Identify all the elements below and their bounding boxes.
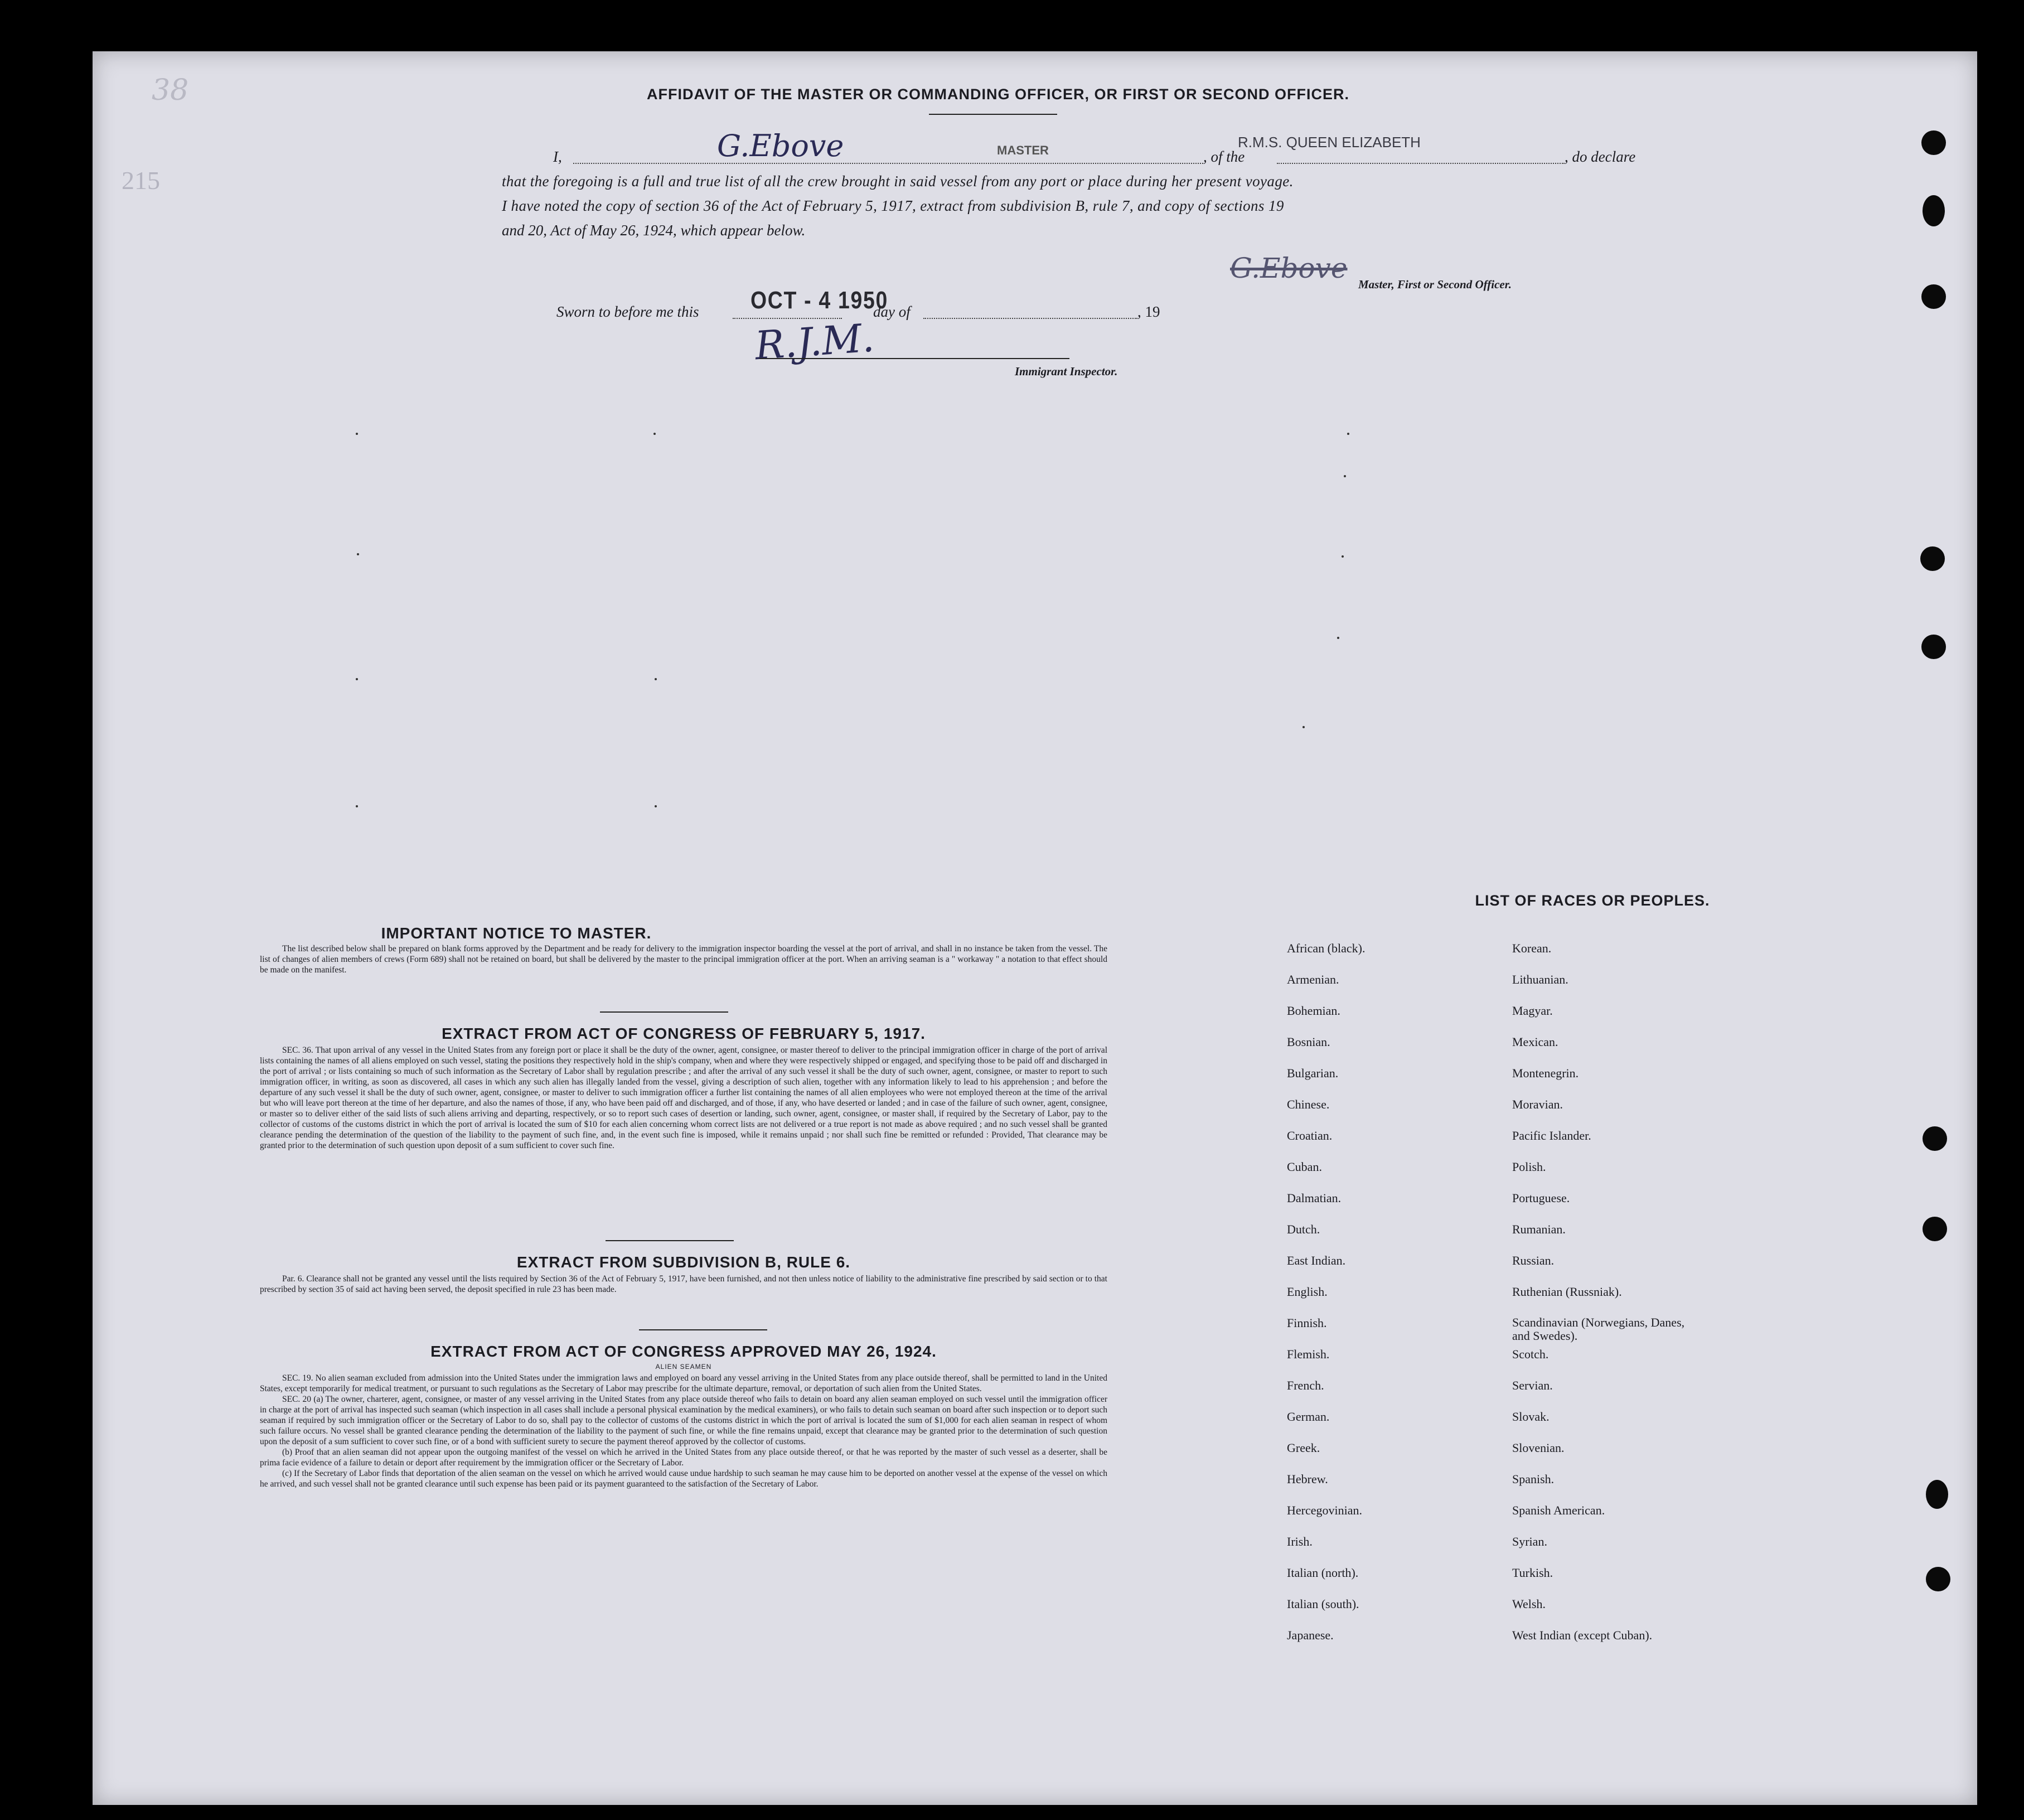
race-item: Welsh. [1512,1597,1546,1611]
race-item: Croatian. [1287,1129,1333,1143]
races-right-column [1512,941,1824,1722]
master-signature: G.Ebove [1230,252,1348,284]
section-20b-text: (b) Proof that an alien seaman did not appear upon the outgoing manifest of the vessel on which he arrived in the United States from any place outside thereof, or that he was reported by the master of such vessel as a deserter, shall be prima facie evidence of a failure to detain or deport after requirement by the immigration officer or the Secretary of Labor. [260,1448,1107,1468]
race-item: African (black). [1287,941,1366,955]
punch-hole [1926,1480,1948,1509]
vessel-name: R.M.S. QUEEN ELIZABETH [1238,134,1421,151]
race-item: Syrian. [1512,1535,1547,1548]
race-item: Irish. [1287,1535,1313,1548]
extract-1924-body [260,1373,1107,1489]
speck [1342,555,1344,558]
extract-1917-body [260,1045,1107,1151]
master-typed: MASTER [997,143,1049,157]
inspector-caption: Immigrant Inspector. [1015,365,1118,378]
race-item: Hebrew. [1287,1472,1328,1486]
punch-hole [1920,546,1945,571]
margin-mark-top: 38 [152,74,189,107]
section-20c-text: (c) If the Secretary of Labor finds that deportation of the alien seaman on the vessel on which he arrived would cause undue hardship to such seaman he may cause him to be deported on another vessel at the expense of the vessel on which he arrived, and such vessel shall not be granted clearance until such expense has been paid or its payment guaranteed to the satisfaction of the Secretary of Labor. [260,1469,1107,1489]
speck [1302,726,1305,728]
race-item: Russian. [1512,1253,1555,1267]
race-item: German. [1287,1410,1330,1424]
speck [655,678,657,680]
race-item: Polish. [1512,1160,1546,1174]
race-item: Moravian. [1512,1097,1563,1111]
race-item: Armenian. [1287,972,1339,986]
race-item: Italian (north). [1287,1566,1359,1580]
race-item: Slovenian. [1512,1441,1565,1455]
race-item: Bohemian. [1287,1004,1340,1018]
speck [1347,433,1349,435]
alien-seamen-subtitle: ALIEN SEAMEN [655,1363,712,1371]
section-20a-text: SEC. 20 (a) The owner, charterer, agent, consignee, or master of any vessel arriving in the United States from any place outside thereof who fails to detain on board any alien seaman employed on such vessel until the immigration officer in charge at the port of arrival has inspected such seaman (which inspection in all cases shall include a personal physical examination by the medical examiners), or who fails to detain such seaman on board after such inspection or to deport such seaman if required by such immigration officer or the Secretary of Labor to do so, shall pay to the collector of customs of the customs district in which the port of arrival is located the sum of $1,000 for each alien seaman in respect of whom such failure occurs. No vessel shall be granted clearance pending the determination of the liability to the payment of such fine, or while the fine remains unpaid, except that clearance may be granted prior to the determination of such question upon the deposit of a sum sufficient to cover such fine, or of a bond with sufficient surety to secure the payment thereof approved by the collector of customs. [260,1395,1107,1446]
punch-hole [1923,195,1945,226]
speck [356,805,358,807]
speck [356,678,358,680]
inspector-signature: R.J.M. [753,314,876,369]
punch-hole [1926,1567,1950,1591]
race-item: Servian. [1512,1378,1553,1392]
race-item: Flemish. [1287,1347,1330,1361]
race-item: Finnish. [1287,1316,1327,1330]
speck [357,553,359,555]
do-declare-label: , do declare [1565,148,1636,165]
day-of-label: day of [873,303,911,320]
rule-6-title: EXTRACT FROM SUBDIVISION B, RULE 6. [516,1253,851,1271]
title-rule [929,114,1057,115]
notice-title: IMPORTANT NOTICE TO MASTER. [381,924,652,942]
extract-1924-title: EXTRACT FROM ACT OF CONGRESS APPROVED MAY 26, 1924. [430,1343,937,1360]
margin-number: 215 [122,166,160,195]
race-item: Scotch. [1512,1347,1549,1361]
speck [356,433,358,435]
race-item: Cuban. [1287,1160,1322,1174]
race-item: Portuguese. [1512,1191,1570,1205]
speck [655,805,657,807]
stamp-date: OCT - 4 1950 [750,287,888,314]
race-item: Spanish American. [1512,1503,1605,1517]
races-left-column [1287,941,1488,1722]
race-item: Turkish. [1512,1566,1553,1580]
speck [1337,637,1339,639]
race-item: French. [1287,1378,1324,1392]
race-item: Lithuanian. [1512,972,1568,986]
race-item: English. [1287,1285,1328,1299]
race-item: Pacific Islander. [1512,1129,1591,1143]
race-item: Rumanian. [1512,1222,1566,1236]
speck [1344,475,1346,477]
divider [606,1240,734,1241]
race-item: East Indian. [1287,1253,1346,1267]
race-item: Spanish. [1512,1472,1555,1486]
race-item: Korean. [1512,941,1552,955]
race-item: Montenegrin. [1512,1066,1579,1080]
race-item: Italian (south). [1287,1597,1359,1611]
declarant-signature: G.Ebove [717,128,844,163]
affidavit-line-3: I have noted the copy of section 36 of the Act of February 5, 1917, extract from subdivision B, rule 7, and copy of sections 19 [502,197,1284,214]
sworn-label: Sworn to before me this [556,303,699,320]
of-the-label: , of the [1203,148,1245,165]
notice-body [260,943,1107,975]
rule-6-text: Par. 6. Clearance shall not be granted any vessel until the lists required by Section 36 of the Act of February 5, 1917, have been furnished, and not then unless notice of liability to the administrative fine prescribed by said section or to that prescribed by section 35 of said act having been served, the deposit specified in rule 23 has been made. [260,1274,1107,1294]
sworn-month-line [923,318,1137,319]
race-item: Ruthenian (Russniak). [1512,1285,1622,1299]
affidavit-title: AFFIDAVIT OF THE MASTER OR COMMANDING OFFICER, OR FIRST OR SECOND OFFICER. [647,86,1349,103]
notice-paragraph: The list described below shall be prepared on blank forms approved by the Department and be ready for delivery to the immigration inspector boarding the vessel at the port of arrival, and shall in no instance be taken from the vessel. The list of changes of alien members of crews (Form 689) shall not be retained on board, but shall be delivered by the master to the principal immigration officer at the port. When an arriving seaman is a " workaway " a notation to that effect should be made on the manifest. [260,944,1107,975]
race-item: Bosnian. [1287,1035,1330,1049]
master-caption: Master, First or Second Officer. [1358,278,1512,291]
race-item: West Indian (except Cuban). [1512,1628,1653,1642]
inspector-line [759,358,1069,359]
section-36-text: SEC. 36. That upon arrival of any vessel in the United States from any foreign port or place it shall be the duty of the owner, agent, consignee, or master thereof to deliver to the principal immigration officer in charge of the port of arrival lists containing the names of all aliens employed on such vessel, stating the positions they respectively hold in the ship's company, when and where they were respectively shipped or engaged, and specifying those to be paid off and discharged in the port of arrival ; or lists containing so much of such information as the Secretary of Labor shall by regulation prescribe ; and after the arrival of any such vessel it shall be the duty of such owner, agent, consignee, or master to report to such immigration officer, in writing, as soon as discovered, all cases in which any such alien has illegally landed from the vessel, giving a description of such alien, together with any information likely to lead to his apprehension ; and before the departure of any such vessel it shall be the duty of such owner, agent, consignee, or master to deliver to such immigration officer a further list containing the names of all alien employees who were not employed thereon at the time of the arrival but who will leave port thereon at the time of her departure, and also the names of those, if any, who have been paid off and discharged, and of those, if any, who have deserted or landed ; and in case of the failure of such owner, agent, consignee, or master so to deliver either of the said lists of such aliens arriving and departing, respectively, or so to report such cases of desertion or landing, such owner, agent, consignee, or master shall, if required by the Secretary of Labor, pay to the collector of customs of the customs district in which the port of arrival is located the sum of $10 for each alien concerning whom correct lists are not delivered or a true report is not made as above required ; and no such vessel shall be granted clearance pending the determination of the question of the liability to the payment of such fine, and, in the event such fine is imposed, while it remains unpaid ; nor shall such fine be remitted or refunded : Provided, That clearance may be granted prior to the determination of such question upon deposit of a sum sufficient to cover such fine. [260,1045,1107,1150]
races-title: LIST OF RACES OR PEOPLES. [1475,892,1710,909]
punch-hole [1923,1217,1947,1241]
section-19-text: SEC. 19. No alien seaman excluded from admission into the United States under the immigration laws and employed on board any vessel arriving in the United States from any place outside thereof, shall be permitted to land in the United States, except temporarily for medical treatment, or pursuant to such regulations as the Secretary of Labor may prescribe for the ultimate departure, removal, or deportation of such alien from the United States. [260,1373,1107,1393]
affidavit-line-4: and 20, Act of May 26, 1924, which appear below. [502,222,806,239]
punch-hole [1921,635,1946,659]
speck [653,433,656,435]
name-line [573,163,1203,164]
race-item: Bulgarian. [1287,1066,1339,1080]
document-sheet [93,51,1977,1805]
punch-hole [1923,1126,1947,1151]
divider [639,1329,767,1330]
race-item: Magyar. [1512,1004,1553,1018]
race-item: Slovak. [1512,1410,1550,1424]
year-label: , 19 [1137,303,1160,320]
punch-hole [1921,130,1946,155]
race-item: Dutch. [1287,1222,1320,1236]
race-item: Chinese. [1287,1097,1330,1111]
race-item: Japanese. [1287,1628,1334,1642]
affidavit-line-2: that the foregoing is a full and true list of all the crew brought in said vessel from any port or place during her present voyage. [502,173,1294,190]
race-item: Mexican. [1512,1035,1558,1049]
extract-1917-title: EXTRACT FROM ACT OF CONGRESS OF FEBRUARY 5, 1917. [442,1025,926,1042]
race-item: Hercegovinian. [1287,1503,1362,1517]
rule-6-body [260,1274,1107,1295]
race-item: Scandinavian (Norwegians, Danes, and Swedes). [1512,1315,1685,1343]
race-item: Dalmatian. [1287,1191,1342,1205]
divider [600,1011,728,1013]
race-item: Greek. [1287,1441,1320,1455]
i-label: I, [553,148,562,165]
punch-hole [1921,284,1946,309]
vessel-line [1277,163,1565,164]
